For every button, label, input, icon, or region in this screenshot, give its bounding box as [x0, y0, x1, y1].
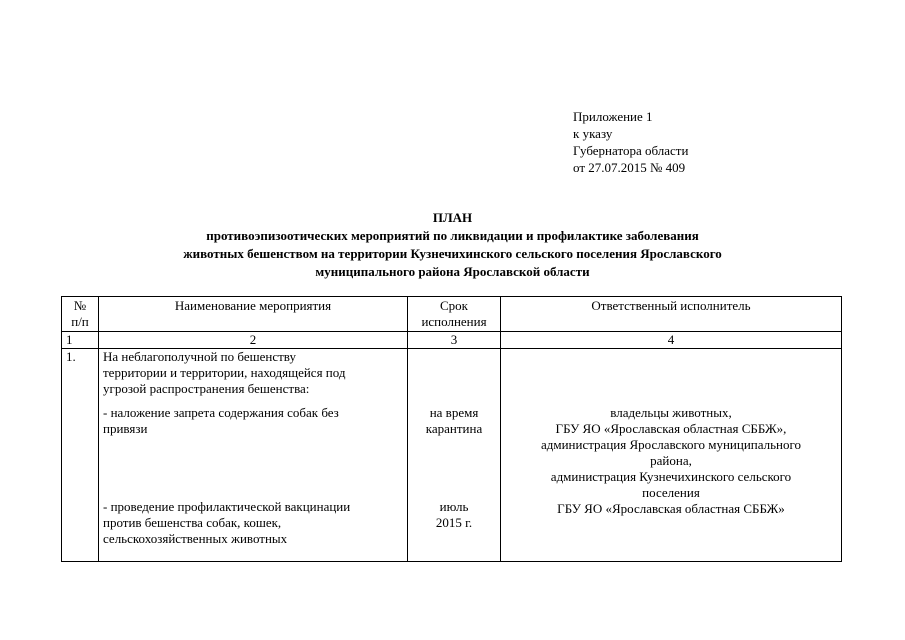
table-row	[62, 349, 842, 562]
header-number: № п/п	[62, 297, 99, 332]
column-number: 4	[501, 332, 842, 349]
column-number-row	[62, 332, 842, 349]
appendix-line: Губернатора области	[573, 143, 689, 158]
plan-title	[60, 209, 845, 281]
appendix-line: от 27.07.2015 № 409	[573, 160, 686, 175]
column-number: 1	[62, 332, 99, 349]
appendix-line: Приложение 1	[573, 109, 653, 124]
row-number: 1.	[62, 349, 99, 562]
title-line: животных бешенством на территории Кузнечихинского сельского поселения Ярославского	[183, 246, 722, 261]
responsible-cell: владельцы животных, ГБУ ЯО «Ярославская областная СББЖ», администрация Ярославского муниципального района, администрация Кузнечихинского сельского поселения ГБУ ЯО «Ярославская областная СББЖ»	[501, 349, 842, 562]
table-header-row	[62, 297, 842, 332]
appendix-block	[573, 108, 688, 176]
header-activity: Наименование мероприятия	[99, 297, 408, 332]
header-responsible: Ответственный исполнитель	[501, 297, 842, 332]
title-line: противоэпизоотических мероприятий по ликвидации и профилактике заболевания	[206, 228, 699, 243]
title-line: ПЛАН	[432, 210, 473, 225]
column-number: 3	[408, 332, 501, 349]
column-number: 2	[99, 332, 408, 349]
activity-item: - проведение профилактической вакцинации	[103, 499, 351, 514]
term-cell: на время карантина июль 2015 г.	[408, 349, 501, 562]
header-term: Срок исполнения	[408, 297, 501, 332]
activity-cell: На неблагополучной по бешенству территории и территории, находящейся под угрозой распространения бешенства: - наложение запрета содержания собак без привязи - проведение профилактической вакцинации против бешенства собак, кошек, сельскохозяйственных животных	[99, 349, 408, 562]
plan-table	[61, 296, 842, 562]
activity-item: - наложение запрета содержания собак без	[103, 405, 339, 420]
appendix-line: к указу	[573, 126, 613, 141]
title-line: муниципального района Ярославской области	[315, 264, 590, 279]
